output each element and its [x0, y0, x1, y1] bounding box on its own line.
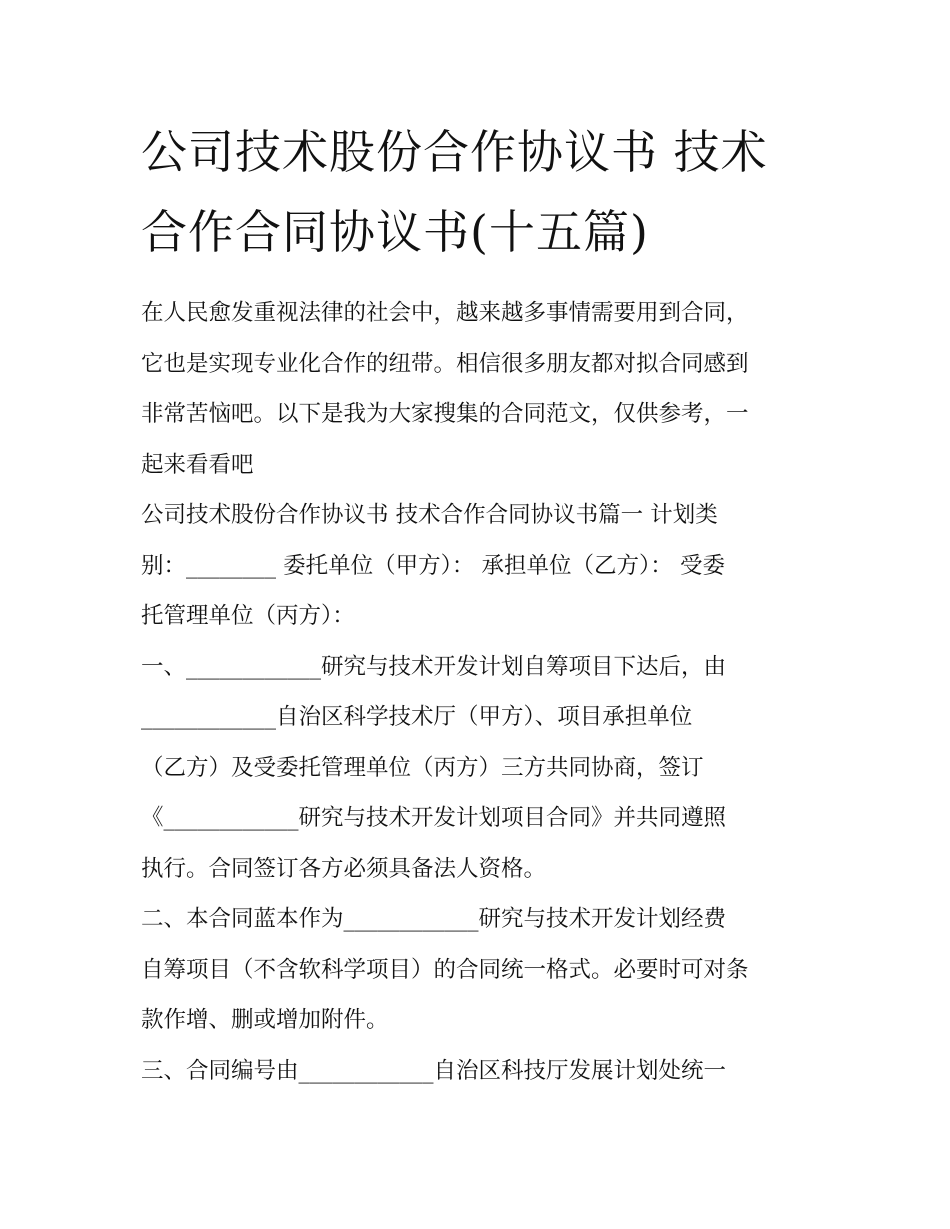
body-line: 款作增、删或增加附件。 [141, 1007, 389, 1033]
body-line: 非常苦恼吧。以下是我为大家搜集的合同范文，仅供参考，一 [141, 401, 749, 427]
body-line: 《____________研究与技术开发计划项目合同》并共同遵照 [141, 805, 727, 831]
body-line: 在人民愈发重视法律的社会中，越来越多事情需要用到合同， [141, 300, 749, 326]
body-line: 三、合同编号由____________自治区科技厅发展计划处统一 [141, 1057, 727, 1084]
body-line: 一、____________研究与技术开发计划自筹项目下达后，由 [141, 653, 727, 680]
body-line: 二、本合同蓝本作为____________研究与技术开发计划经费 [141, 906, 727, 932]
body-line: 别：________ 委托单位（甲方）： 承担单位（乙方）： 受委 [141, 552, 725, 579]
body-line: 托管理单位（丙方）： [141, 603, 355, 629]
document-body [141, 288, 821, 1096]
title-line-1: 公司技术股份合作协议书 技术 [141, 125, 768, 179]
body-line: 公司技术股份合作协议书 技术合作合同协议书篇一 计划类 [141, 502, 718, 528]
body-line: 自筹项目（不含软科学项目）的合同统一格式。必要时可对条 [141, 956, 749, 983]
title-line-2: 合作合同协议书(十五篇) [141, 205, 649, 259]
body-line: 它也是实现专业化合作的纽带。相信很多朋友都对拟合同感到 [141, 350, 749, 377]
document-title [141, 112, 821, 272]
body-line: 起来看看吧 [141, 451, 254, 478]
body-line: 执行。合同签订各方必须具备法人资格。 [141, 855, 547, 882]
body-line: ____________自治区科学技术厅（甲方）、项目承担单位 [141, 704, 693, 730]
body-line: （乙方）及受委托管理单位（丙方）三方共同协商，签订 [141, 754, 704, 781]
document-page [141, 112, 821, 1096]
